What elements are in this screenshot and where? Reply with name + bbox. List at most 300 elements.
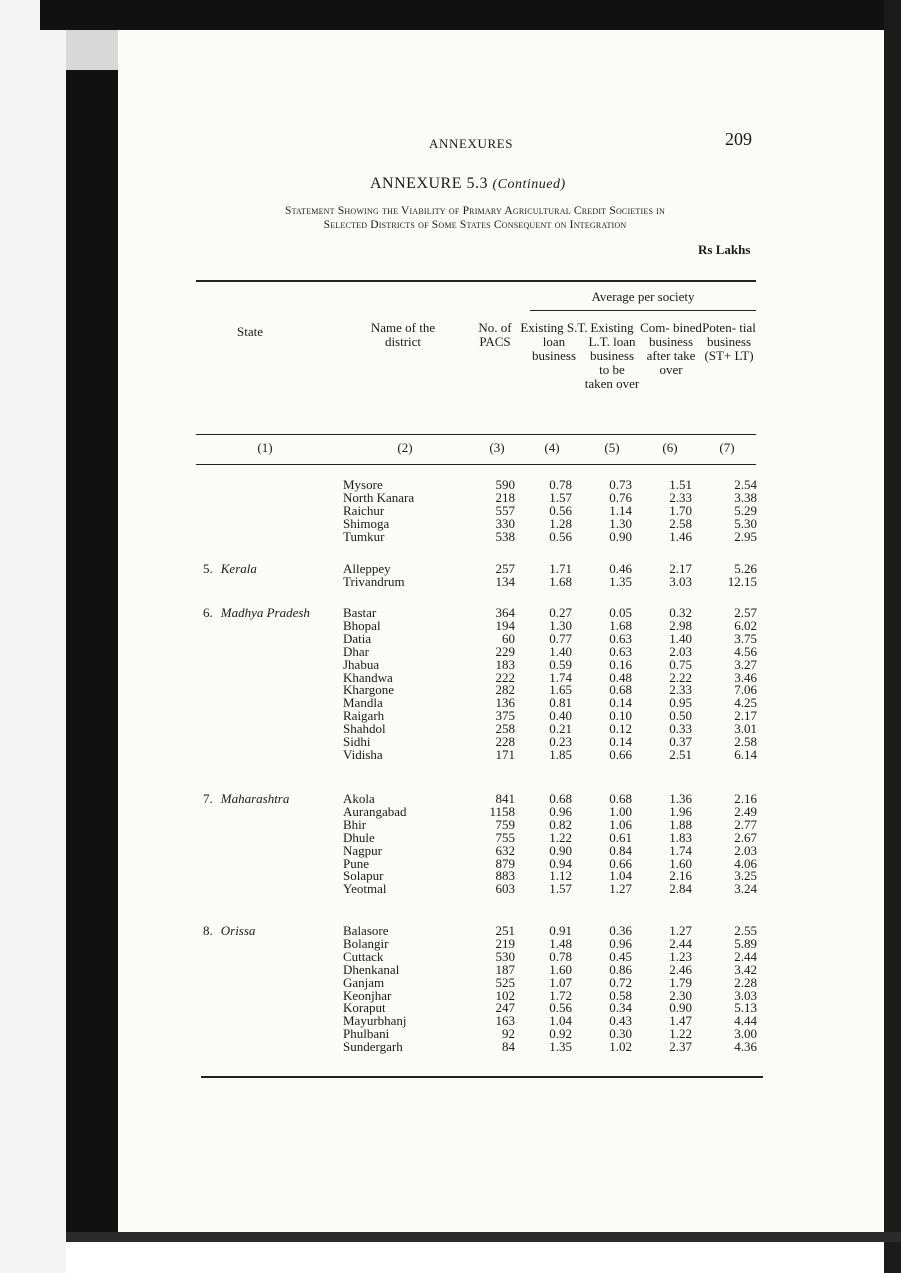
potential-cell: 4.06 bbox=[734, 855, 757, 871]
potential-cell: 2.67 bbox=[734, 829, 757, 845]
st-loan-cell: 0.56 bbox=[549, 528, 572, 544]
state-name: Maharashtra bbox=[220, 791, 290, 806]
potential-cell: 6.14 bbox=[734, 746, 757, 762]
table-row bbox=[0, 575, 901, 588]
lt-loan-cell: 1.04 bbox=[609, 868, 632, 884]
district-cell: North Kanara bbox=[343, 489, 415, 505]
pacs-cell: 557 bbox=[495, 502, 515, 518]
colnum-5: (5) bbox=[604, 440, 620, 455]
st-loan-cell: 0.81 bbox=[549, 695, 572, 711]
combined-cell: 2.51 bbox=[669, 746, 692, 762]
header-bottom-rule bbox=[196, 434, 756, 435]
pacs-cell: 258 bbox=[495, 721, 515, 737]
group-header-rule bbox=[530, 310, 756, 311]
lt-loan-cell: 0.63 bbox=[609, 630, 632, 646]
table-row bbox=[0, 683, 901, 696]
pacs-cell: 187 bbox=[495, 961, 515, 977]
state-name: Madhya Pradesh bbox=[220, 605, 310, 620]
potential-cell: 3.25 bbox=[734, 868, 757, 884]
pacs-cell: 632 bbox=[495, 842, 515, 858]
statement-heading bbox=[190, 204, 760, 232]
district-cell: Raigarh bbox=[343, 708, 385, 724]
lt-loan-cell: 1.02 bbox=[609, 1039, 632, 1055]
district-cell: Khandwa bbox=[343, 669, 393, 685]
district-cell: Khargone bbox=[343, 682, 395, 698]
lt-loan-cell: 0.14 bbox=[609, 734, 632, 749]
potential-cell: 5.89 bbox=[734, 935, 757, 951]
district-cell: Dhenkanal bbox=[343, 961, 400, 977]
pacs-cell: 257 bbox=[495, 561, 515, 576]
lt-loan-cell: 0.63 bbox=[609, 643, 632, 659]
header-potential: Poten- tial business (ST+ LT) bbox=[702, 320, 756, 363]
pacs-cell: 530 bbox=[495, 948, 515, 964]
lt-loan-cell: 0.36 bbox=[609, 923, 632, 938]
pacs-cell: 282 bbox=[495, 682, 515, 698]
lt-loan-cell: 0.05 bbox=[609, 605, 632, 620]
st-loan-cell: 1.74 bbox=[549, 669, 572, 685]
combined-cell: 2.17 bbox=[669, 561, 692, 576]
pacs-cell: 1158 bbox=[489, 803, 515, 819]
st-loan-cell: 1.72 bbox=[549, 987, 572, 1003]
state-number: 5. bbox=[203, 561, 213, 576]
lt-loan-cell: 0.96 bbox=[609, 935, 632, 951]
district-cell: Mysore bbox=[343, 477, 383, 492]
combined-cell: 2.84 bbox=[669, 881, 692, 897]
district-cell: Pune bbox=[343, 855, 369, 871]
potential-cell: 3.00 bbox=[734, 1026, 757, 1042]
annexure-continued: (Continued) bbox=[492, 177, 566, 192]
state-cell bbox=[203, 606, 310, 619]
potential-cell: 2.55 bbox=[734, 923, 757, 938]
pacs-cell: 222 bbox=[495, 669, 515, 685]
colnum-3: (3) bbox=[489, 440, 505, 455]
pacs-cell: 538 bbox=[495, 528, 515, 544]
table-row bbox=[0, 818, 901, 831]
scan-bottom-edge bbox=[66, 1232, 901, 1242]
state-cell bbox=[203, 562, 257, 575]
potential-cell: 2.44 bbox=[734, 948, 757, 964]
potential-cell: 3.38 bbox=[734, 489, 757, 505]
colnum-4: (4) bbox=[544, 440, 560, 455]
st-loan-cell: 0.59 bbox=[549, 656, 572, 672]
st-loan-cell: 0.90 bbox=[549, 842, 572, 858]
combined-cell: 2.37 bbox=[669, 1039, 692, 1055]
pacs-cell: 194 bbox=[495, 617, 515, 633]
lt-loan-cell: 0.68 bbox=[609, 682, 632, 698]
district-cell: Solapur bbox=[343, 868, 384, 884]
district-cell: Shahdol bbox=[343, 721, 386, 737]
lt-loan-cell: 0.90 bbox=[609, 528, 632, 544]
potential-cell: 2.54 bbox=[734, 477, 757, 492]
combined-cell: 2.46 bbox=[669, 961, 692, 977]
combined-cell: 2.33 bbox=[669, 682, 692, 698]
colnum-1: (1) bbox=[257, 440, 273, 455]
district-cell: Dhule bbox=[343, 829, 375, 845]
district-cell: Yeotmal bbox=[343, 881, 387, 897]
potential-cell: 4.25 bbox=[734, 695, 757, 711]
combined-cell: 0.90 bbox=[669, 1000, 692, 1016]
combined-cell: 2.03 bbox=[669, 643, 692, 659]
lt-loan-cell: 1.27 bbox=[609, 881, 632, 897]
combined-cell: 2.16 bbox=[669, 868, 692, 884]
st-loan-cell: 1.28 bbox=[549, 515, 572, 531]
table-row bbox=[0, 805, 901, 818]
table-row bbox=[0, 606, 901, 619]
page-fold-corner bbox=[66, 30, 118, 70]
column-number-rule bbox=[196, 464, 756, 465]
state-number: 7. bbox=[203, 791, 213, 806]
district-cell: Phulbani bbox=[343, 1026, 390, 1042]
potential-cell: 4.44 bbox=[734, 1013, 757, 1029]
potential-cell: 2.58 bbox=[734, 734, 757, 749]
table-row bbox=[0, 882, 901, 895]
combined-cell: 2.98 bbox=[669, 617, 692, 633]
combined-cell: 2.58 bbox=[669, 515, 692, 531]
st-loan-cell: 0.56 bbox=[549, 1000, 572, 1016]
district-cell: Trivandrum bbox=[343, 573, 405, 589]
lt-loan-cell: 0.84 bbox=[609, 842, 632, 858]
header-st-loan: Existing S.T. loan business bbox=[520, 320, 588, 363]
pacs-cell: 883 bbox=[495, 868, 515, 884]
potential-cell: 2.57 bbox=[734, 605, 757, 620]
district-cell: Bhopal bbox=[343, 617, 381, 633]
table-row bbox=[0, 491, 901, 504]
st-loan-cell: 0.94 bbox=[549, 855, 572, 871]
table-row bbox=[0, 831, 901, 844]
combined-cell: 1.36 bbox=[669, 791, 692, 806]
district-cell: Bhir bbox=[343, 816, 367, 832]
header-combined: Com- bined business after take over bbox=[640, 320, 702, 377]
potential-cell: 2.16 bbox=[734, 791, 757, 806]
st-loan-cell: 0.78 bbox=[549, 477, 572, 492]
potential-cell: 3.27 bbox=[734, 656, 757, 672]
potential-cell: 2.95 bbox=[734, 528, 757, 544]
combined-cell: 2.44 bbox=[669, 935, 692, 951]
potential-cell: 5.29 bbox=[734, 502, 757, 518]
table-row bbox=[0, 671, 901, 684]
st-loan-cell: 0.82 bbox=[549, 816, 572, 832]
district-cell: Balasore bbox=[343, 923, 389, 938]
combined-cell: 1.47 bbox=[669, 1013, 692, 1029]
potential-cell: 5.13 bbox=[734, 1000, 757, 1016]
combined-cell: 0.75 bbox=[669, 656, 692, 672]
district-cell: Jhabua bbox=[343, 656, 380, 672]
st-loan-cell: 1.40 bbox=[549, 643, 572, 659]
combined-cell: 0.33 bbox=[669, 721, 692, 737]
pacs-cell: 251 bbox=[495, 923, 515, 938]
potential-cell: 5.26 bbox=[734, 561, 757, 576]
table-row bbox=[0, 722, 901, 735]
st-loan-cell: 0.27 bbox=[549, 605, 572, 620]
st-loan-cell: 1.57 bbox=[549, 881, 572, 897]
lt-loan-cell: 1.00 bbox=[609, 803, 632, 819]
lt-loan-cell: 0.58 bbox=[609, 987, 632, 1003]
st-loan-cell: 0.78 bbox=[549, 948, 572, 964]
table-row bbox=[0, 530, 901, 543]
st-loan-cell: 0.23 bbox=[549, 734, 572, 749]
st-loan-cell: 1.07 bbox=[549, 974, 572, 990]
lt-loan-cell: 1.06 bbox=[609, 816, 632, 832]
district-cell: Koraput bbox=[343, 1000, 386, 1016]
lt-loan-cell: 0.73 bbox=[609, 477, 632, 492]
table-row bbox=[0, 562, 901, 575]
colnum-6: (6) bbox=[662, 440, 678, 455]
st-loan-cell: 1.65 bbox=[549, 682, 572, 698]
annexure-title bbox=[370, 175, 566, 193]
pacs-cell: 136 bbox=[495, 695, 515, 711]
potential-cell: 2.49 bbox=[734, 803, 757, 819]
table-row bbox=[0, 1040, 901, 1053]
st-loan-cell: 1.22 bbox=[549, 829, 572, 845]
statement-line-1: Statement Showing the Viability of Primary Agricultural Credit Societies in bbox=[284, 205, 666, 217]
table-row bbox=[0, 950, 901, 963]
colnum-2: (2) bbox=[397, 440, 413, 455]
district-cell: Keonjhar bbox=[343, 987, 392, 1003]
st-loan-cell: 0.92 bbox=[549, 1026, 572, 1042]
st-loan-cell: 1.04 bbox=[549, 1013, 572, 1029]
district-cell: Shimoga bbox=[343, 515, 390, 531]
running-head: ANNEXURES bbox=[429, 136, 514, 151]
table-row bbox=[0, 1027, 901, 1040]
lt-loan-cell: 0.68 bbox=[609, 791, 632, 806]
combined-cell: 0.50 bbox=[669, 708, 692, 724]
state-name: Orissa bbox=[220, 923, 256, 938]
combined-cell: 1.40 bbox=[669, 630, 692, 646]
st-loan-cell: 1.35 bbox=[549, 1039, 572, 1055]
table-row bbox=[0, 937, 901, 950]
st-loan-cell: 0.56 bbox=[549, 502, 572, 518]
table-row bbox=[0, 709, 901, 722]
pacs-cell: 84 bbox=[502, 1039, 515, 1055]
potential-cell: 5.30 bbox=[734, 515, 757, 531]
district-cell: Ganjam bbox=[343, 974, 385, 990]
combined-cell: 0.37 bbox=[669, 734, 692, 749]
header-lt-loan: Existing L.T. loan business to be taken over bbox=[584, 320, 640, 391]
table-row bbox=[0, 1014, 901, 1027]
potential-cell: 12.15 bbox=[727, 573, 757, 589]
potential-cell: 4.36 bbox=[734, 1039, 757, 1055]
st-loan-cell: 1.48 bbox=[549, 935, 572, 951]
combined-cell: 1.51 bbox=[669, 477, 692, 492]
district-cell: Mayurbhanj bbox=[343, 1013, 407, 1029]
pacs-cell: 247 bbox=[495, 1000, 515, 1016]
lt-loan-cell: 0.72 bbox=[609, 974, 632, 990]
combined-cell: 1.96 bbox=[669, 803, 692, 819]
lt-loan-cell: 0.10 bbox=[609, 708, 632, 724]
table-row bbox=[0, 696, 901, 709]
pacs-cell: 755 bbox=[495, 829, 515, 845]
pacs-cell: 879 bbox=[495, 855, 515, 871]
potential-cell: 2.28 bbox=[734, 974, 757, 990]
unit-label: Rs Lakhs bbox=[698, 242, 751, 257]
scan-top-edge bbox=[40, 0, 901, 30]
table-row bbox=[0, 504, 901, 517]
combined-cell: 1.23 bbox=[669, 948, 692, 964]
state-number: 8. bbox=[203, 923, 213, 938]
combined-cell: 0.95 bbox=[669, 695, 692, 711]
pacs-cell: 92 bbox=[502, 1026, 515, 1042]
pacs-cell: 759 bbox=[495, 816, 515, 832]
table-row bbox=[0, 619, 901, 632]
combined-cell: 1.83 bbox=[669, 829, 692, 845]
combined-cell: 1.79 bbox=[669, 974, 692, 990]
table-row bbox=[0, 645, 901, 658]
st-loan-cell: 1.71 bbox=[549, 561, 572, 576]
st-loan-cell: 1.57 bbox=[549, 489, 572, 505]
combined-cell: 2.33 bbox=[669, 489, 692, 505]
st-loan-cell: 1.30 bbox=[549, 617, 572, 633]
st-loan-cell: 0.40 bbox=[549, 708, 572, 724]
potential-cell: 6.02 bbox=[734, 617, 757, 633]
district-cell: Sundergarh bbox=[343, 1039, 403, 1055]
potential-cell: 3.24 bbox=[734, 881, 757, 897]
pacs-cell: 218 bbox=[495, 489, 515, 505]
combined-cell: 1.22 bbox=[669, 1026, 692, 1042]
table-row bbox=[0, 735, 901, 748]
combined-cell: 3.03 bbox=[669, 573, 692, 589]
district-cell: Akola bbox=[343, 791, 375, 806]
state-name: Kerala bbox=[220, 561, 257, 576]
pacs-cell: 102 bbox=[495, 987, 515, 1003]
table-row bbox=[0, 924, 901, 937]
lt-loan-cell: 0.76 bbox=[609, 489, 632, 505]
district-cell: Vidisha bbox=[343, 746, 383, 762]
combined-cell: 1.74 bbox=[669, 842, 692, 858]
lt-loan-cell: 0.61 bbox=[609, 829, 632, 845]
district-cell: Mandla bbox=[343, 695, 383, 711]
lt-loan-cell: 1.68 bbox=[609, 617, 632, 633]
pacs-cell: 228 bbox=[495, 734, 515, 749]
potential-cell: 2.03 bbox=[734, 842, 757, 858]
lt-loan-cell: 0.30 bbox=[609, 1026, 632, 1042]
district-cell: Aurangabad bbox=[343, 803, 407, 819]
lt-loan-cell: 0.34 bbox=[609, 1000, 632, 1016]
header-state: State bbox=[237, 324, 263, 339]
pacs-cell: 171 bbox=[495, 746, 515, 762]
lt-loan-cell: 0.48 bbox=[609, 669, 632, 685]
st-loan-cell: 0.77 bbox=[549, 630, 572, 646]
table-bottom-rule bbox=[201, 1076, 763, 1078]
pacs-cell: 219 bbox=[495, 935, 515, 951]
group-header: Average per society bbox=[591, 289, 695, 304]
district-cell: Bastar bbox=[343, 605, 377, 620]
combined-cell: 1.88 bbox=[669, 816, 692, 832]
district-cell: Cuttack bbox=[343, 948, 384, 964]
pacs-cell: 525 bbox=[495, 974, 515, 990]
lt-loan-cell: 0.12 bbox=[609, 721, 632, 737]
table-row bbox=[0, 844, 901, 857]
lt-loan-cell: 0.16 bbox=[609, 656, 632, 672]
st-loan-cell: 1.85 bbox=[549, 746, 572, 762]
table-row bbox=[0, 976, 901, 989]
lt-loan-cell: 1.35 bbox=[609, 573, 632, 589]
district-cell: Sidhi bbox=[343, 734, 371, 749]
table-row bbox=[0, 1001, 901, 1014]
lt-loan-cell: 1.14 bbox=[609, 502, 632, 518]
table-row bbox=[0, 632, 901, 645]
st-loan-cell: 0.91 bbox=[549, 923, 572, 938]
pacs-cell: 364 bbox=[495, 605, 515, 620]
table-row bbox=[0, 869, 901, 882]
combined-cell: 1.70 bbox=[669, 502, 692, 518]
potential-cell: 7.06 bbox=[734, 682, 757, 698]
potential-cell: 2.77 bbox=[734, 816, 757, 832]
potential-cell: 3.42 bbox=[734, 961, 757, 977]
pacs-cell: 841 bbox=[495, 791, 515, 806]
table-row bbox=[0, 963, 901, 976]
lt-loan-cell: 0.46 bbox=[609, 561, 632, 576]
combined-cell: 1.46 bbox=[669, 528, 692, 544]
pacs-cell: 330 bbox=[495, 515, 515, 531]
pacs-cell: 183 bbox=[495, 656, 515, 672]
combined-cell: 0.32 bbox=[669, 605, 692, 620]
st-loan-cell: 1.60 bbox=[549, 961, 572, 977]
table-row bbox=[0, 517, 901, 530]
potential-cell: 3.46 bbox=[734, 669, 757, 685]
lt-loan-cell: 0.45 bbox=[609, 948, 632, 964]
potential-cell: 3.75 bbox=[734, 630, 757, 646]
table-top-rule bbox=[196, 280, 756, 282]
lt-loan-cell: 0.43 bbox=[609, 1013, 632, 1029]
table-row bbox=[0, 748, 901, 761]
combined-cell: 1.60 bbox=[669, 855, 692, 871]
combined-cell: 1.27 bbox=[669, 923, 692, 938]
pacs-cell: 163 bbox=[495, 1013, 515, 1029]
pacs-cell: 229 bbox=[495, 643, 515, 659]
header-pacs: No. of PACS bbox=[478, 320, 512, 349]
pacs-cell: 375 bbox=[495, 708, 515, 724]
district-cell: Alleppey bbox=[343, 561, 391, 576]
district-cell: Tumkur bbox=[343, 528, 385, 544]
table-row bbox=[0, 478, 901, 491]
district-cell: Datia bbox=[343, 630, 372, 646]
combined-cell: 2.22 bbox=[669, 669, 692, 685]
pacs-cell: 134 bbox=[495, 573, 515, 589]
state-cell bbox=[203, 792, 289, 805]
district-cell: Nagpur bbox=[343, 842, 382, 858]
district-cell: Raichur bbox=[343, 502, 385, 518]
pacs-cell: 603 bbox=[495, 881, 515, 897]
pacs-cell: 590 bbox=[495, 477, 515, 492]
header-district: Name of the district bbox=[370, 320, 436, 349]
lt-loan-cell: 0.14 bbox=[609, 695, 632, 711]
district-cell: Dhar bbox=[343, 643, 369, 659]
potential-cell: 2.17 bbox=[734, 708, 757, 724]
table-row bbox=[0, 989, 901, 1002]
st-loan-cell: 0.21 bbox=[549, 721, 572, 737]
st-loan-cell: 0.96 bbox=[549, 803, 572, 819]
st-loan-cell: 1.68 bbox=[549, 573, 572, 589]
pacs-cell: 60 bbox=[502, 630, 515, 646]
page-number: 209 bbox=[725, 129, 752, 149]
annexure-title-text: ANNEXURE 5.3 bbox=[370, 175, 488, 192]
lt-loan-cell: 0.86 bbox=[609, 961, 632, 977]
state-number: 6. bbox=[203, 605, 213, 620]
potential-cell: 3.03 bbox=[734, 987, 757, 1003]
st-loan-cell: 1.12 bbox=[549, 868, 572, 884]
statement-line-2: Selected Districts of Some States Consequent on Integration bbox=[323, 219, 627, 231]
combined-cell: 2.30 bbox=[669, 987, 692, 1003]
table-row bbox=[0, 658, 901, 671]
lt-loan-cell: 1.30 bbox=[609, 515, 632, 531]
colnum-7: (7) bbox=[719, 440, 735, 455]
district-cell: Bolangir bbox=[343, 935, 389, 951]
lt-loan-cell: 0.66 bbox=[609, 746, 632, 762]
table-row bbox=[0, 857, 901, 870]
st-loan-cell: 0.68 bbox=[549, 791, 572, 806]
potential-cell: 3.01 bbox=[734, 721, 757, 737]
table-row bbox=[0, 792, 901, 805]
